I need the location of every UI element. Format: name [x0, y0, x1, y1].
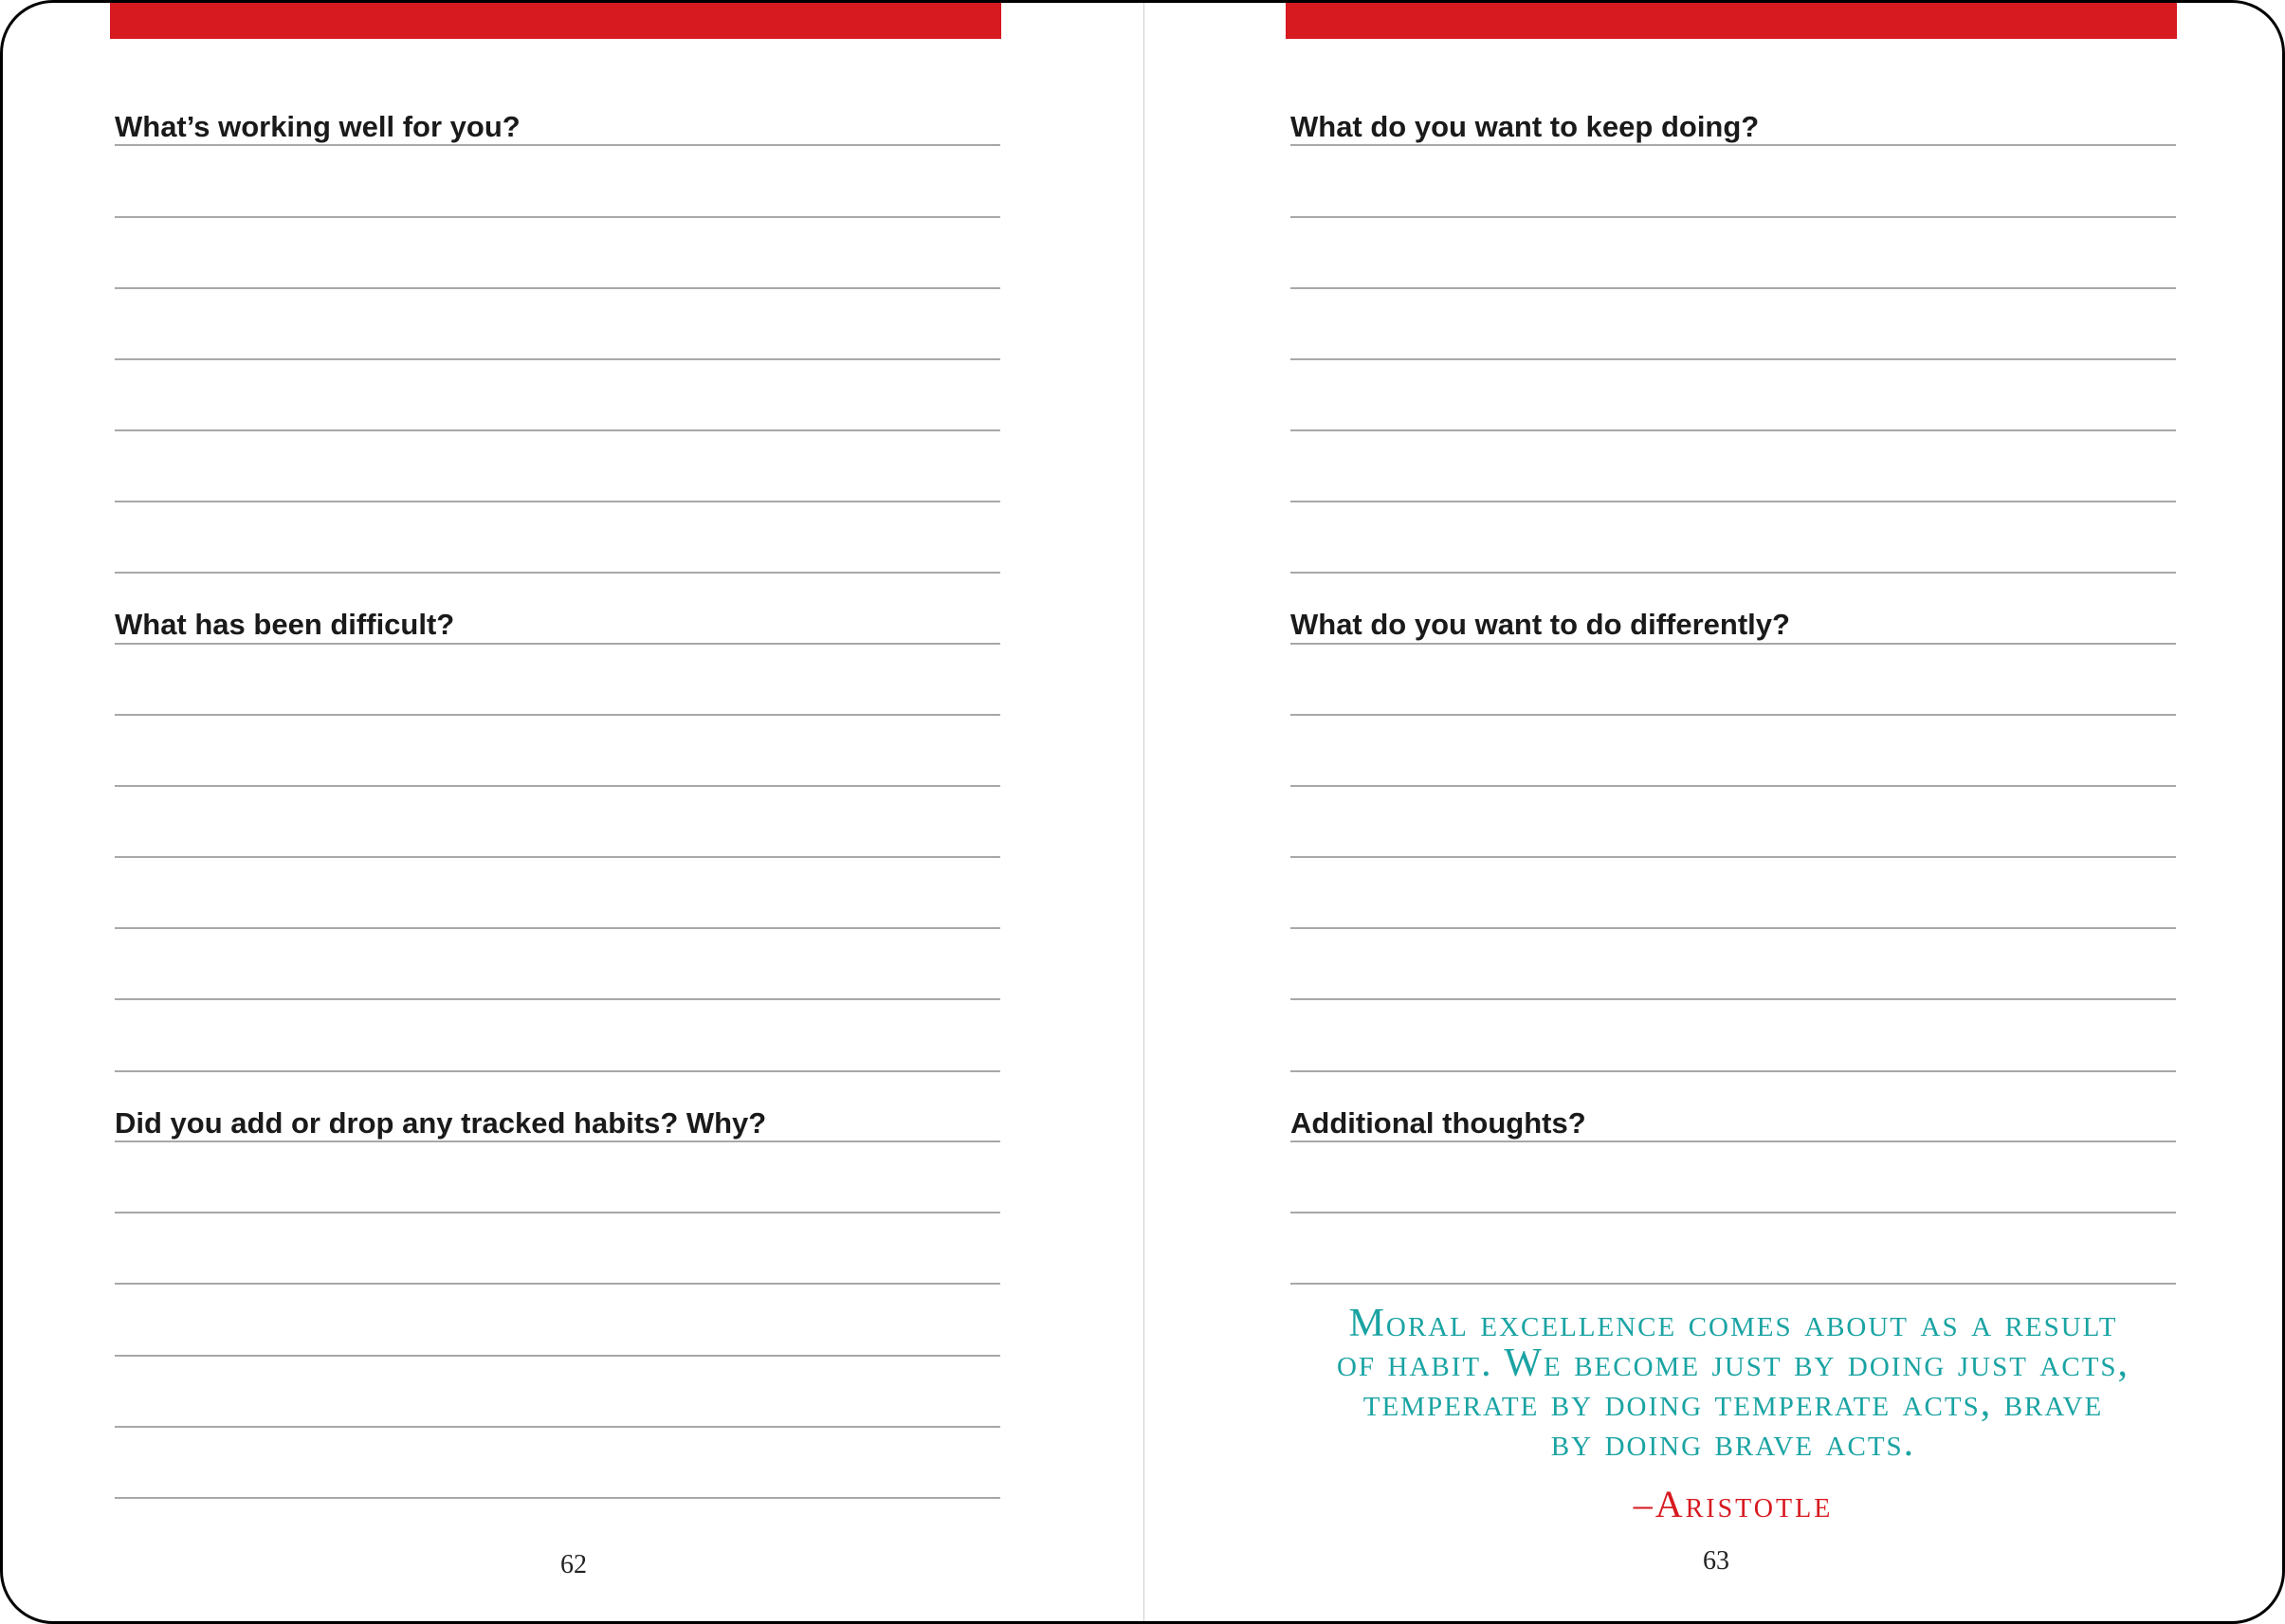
page-number-left: 62: [560, 1550, 587, 1579]
writing-line[interactable]: [1290, 501, 2176, 502]
quote-line: temperate by doing temperate acts, brave: [1362, 1381, 2104, 1425]
writing-line[interactable]: [1290, 572, 2176, 574]
writing-line[interactable]: [1290, 927, 2176, 929]
quote-line: by doing brave acts.: [1550, 1421, 1916, 1465]
writing-line[interactable]: [115, 1497, 1000, 1499]
question-keep-doing: What do you want to keep doing?: [1290, 110, 1760, 143]
writing-line[interactable]: [1290, 1283, 2176, 1285]
left-page: [115, 3, 1000, 1624]
quote-line: Moral excellence comes about as a result: [1348, 1302, 2118, 1345]
writing-line[interactable]: [1290, 1070, 2176, 1072]
writing-line[interactable]: [115, 1355, 1000, 1357]
writing-line[interactable]: [115, 1070, 1000, 1072]
writing-line[interactable]: [1290, 856, 2176, 858]
writing-line[interactable]: [115, 785, 1000, 787]
writing-line[interactable]: [1290, 998, 2176, 1000]
quote-line: of habit. We become just by doing just acts,: [1336, 1341, 2130, 1385]
writing-line[interactable]: [1290, 216, 2176, 218]
writing-line[interactable]: [115, 1426, 1000, 1428]
writing-line[interactable]: [115, 429, 1000, 431]
writing-line[interactable]: [115, 501, 1000, 502]
writing-line[interactable]: [1290, 358, 2176, 360]
writing-line[interactable]: [1290, 785, 2176, 787]
quote-author: –Aristotle: [1633, 1483, 1834, 1525]
writing-line[interactable]: [115, 643, 1000, 645]
writing-line[interactable]: [1290, 287, 2176, 289]
writing-line[interactable]: [115, 714, 1000, 716]
book-gutter: [1143, 3, 1144, 1624]
writing-line[interactable]: [115, 287, 1000, 289]
question-additional-thoughts: Additional thoughts?: [1290, 1106, 1586, 1140]
writing-line[interactable]: [1290, 144, 2176, 146]
question-tracked-habits: Did you add or drop any tracked habits? Why?: [115, 1106, 767, 1140]
aristotle-quote: [1287, 1304, 2180, 1463]
writing-line[interactable]: [115, 1212, 1000, 1213]
writing-line[interactable]: [115, 1140, 1000, 1142]
question-working-well: What’s working well for you?: [115, 110, 521, 143]
left-red-header-bar: [110, 3, 1001, 39]
writing-line[interactable]: [115, 1283, 1000, 1285]
right-red-header-bar: [1286, 3, 2177, 39]
writing-line[interactable]: [1290, 429, 2176, 431]
page-number-right: 63: [1703, 1546, 1729, 1576]
writing-line[interactable]: [1290, 714, 2176, 716]
question-difficult: What has been difficult?: [115, 608, 455, 641]
writing-line[interactable]: [115, 998, 1000, 1000]
writing-line[interactable]: [115, 572, 1000, 574]
writing-line[interactable]: [115, 927, 1000, 929]
writing-line[interactable]: [115, 216, 1000, 218]
writing-line[interactable]: [115, 358, 1000, 360]
right-page: [1290, 3, 2176, 1624]
writing-line[interactable]: [1290, 643, 2176, 645]
writing-line[interactable]: [1290, 1212, 2176, 1213]
question-do-differently: What do you want to do differently?: [1290, 608, 1790, 641]
writing-line[interactable]: [1290, 1140, 2176, 1142]
writing-line[interactable]: [115, 856, 1000, 858]
writing-line[interactable]: [115, 144, 1000, 146]
